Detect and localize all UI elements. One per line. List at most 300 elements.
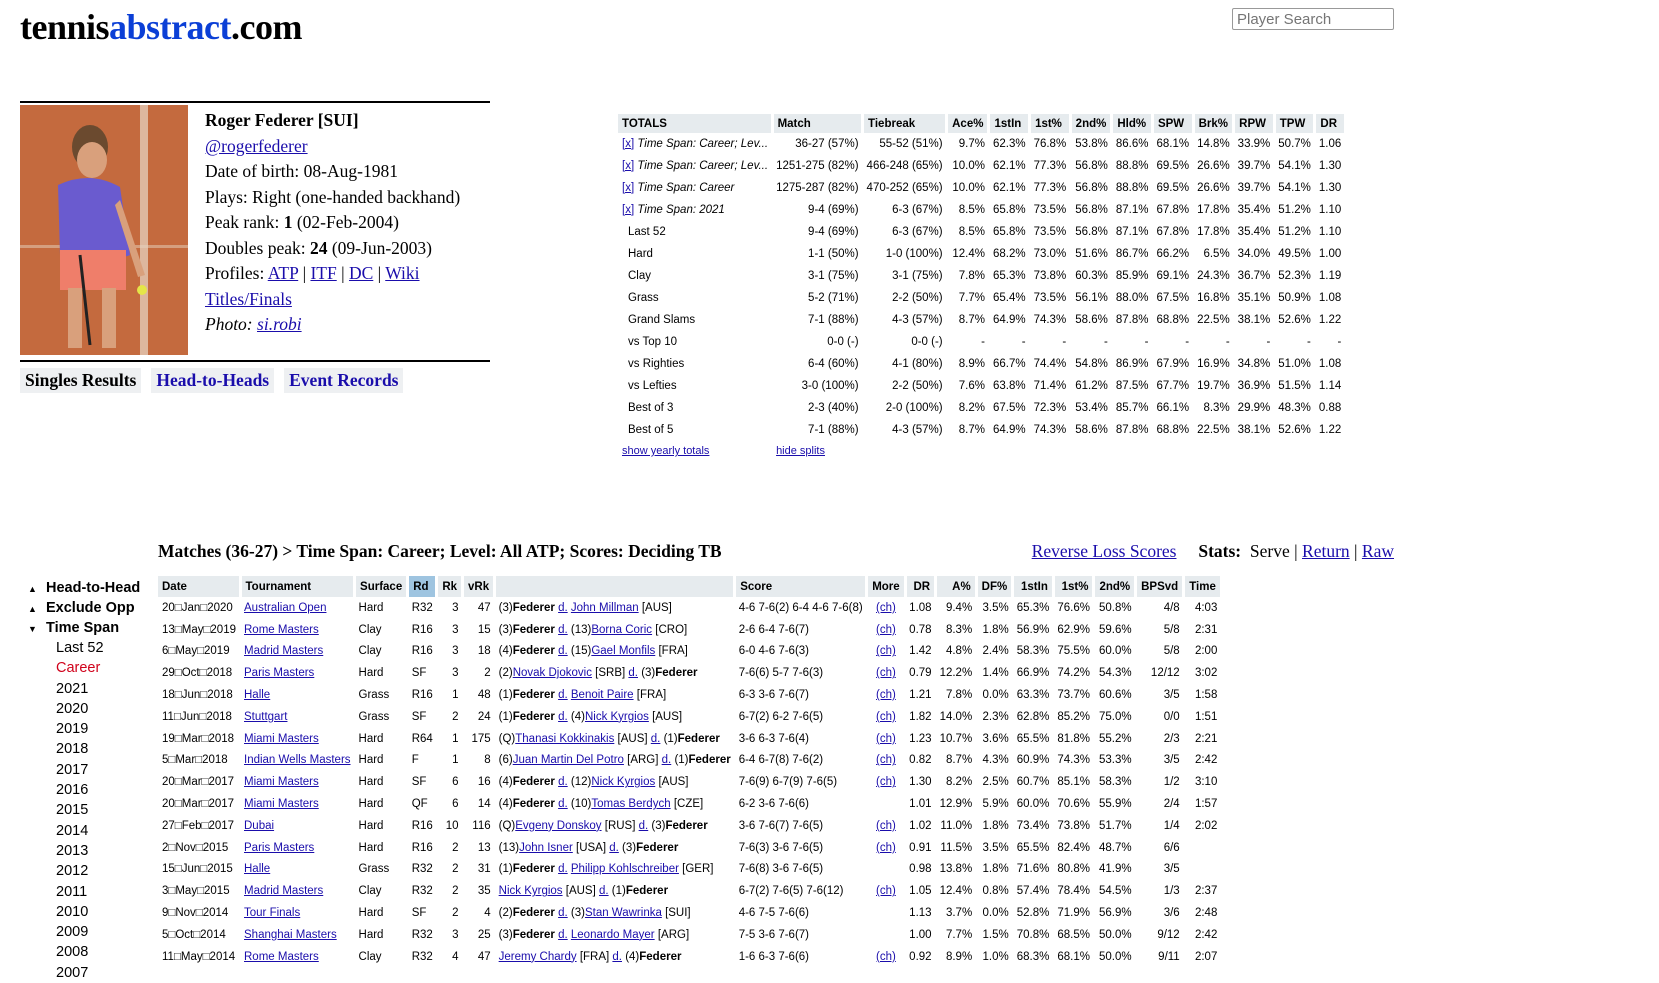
tournament-link[interactable]: Dubai — [244, 819, 275, 832]
match-stat-fi: 71.6% — [1016, 863, 1050, 876]
totals-col-header[interactable]: Match — [772, 114, 862, 133]
totals-cell: 1.22 — [1318, 314, 1342, 326]
reverse-loss-scores-link[interactable]: Reverse Loss Scores — [1031, 541, 1177, 561]
totals-cell: 68.8% — [1156, 424, 1190, 436]
match-stat-f2: 55.9% — [1099, 798, 1132, 811]
charting-link[interactable]: (ch) — [876, 601, 896, 614]
twitter-link[interactable]: @rogerfederer — [205, 135, 308, 156]
match-surface: Hard — [358, 776, 384, 789]
totals-cell: 16.9% — [1197, 358, 1230, 370]
matches-col-header[interactable]: 2nd% — [1094, 576, 1136, 597]
match-tournament-cell — [240, 750, 355, 772]
tournament-link[interactable]: Rome Masters — [244, 950, 319, 963]
player-2[interactable]: John Millman — [570, 601, 639, 614]
defeated-link[interactable]: d. — [628, 667, 638, 680]
match-stat-a: 8.3% — [945, 623, 973, 636]
totals-row-label-cell — [618, 287, 772, 309]
totals-cell: 74.3% — [1033, 314, 1067, 326]
totals-cell: 7.8% — [958, 270, 985, 282]
totals-cell: 87.1% — [1115, 226, 1149, 238]
defeated-link[interactable]: d. — [638, 819, 649, 832]
totals-cell: 6-3 (67%) — [892, 226, 943, 238]
match-stat-tm — [1184, 859, 1222, 881]
totals-col-header[interactable]: Ace% — [947, 114, 989, 133]
photo-credit — [205, 312, 460, 338]
time-span-option[interactable]: 2014 — [56, 822, 89, 839]
match-stat-dr: 1.21 — [909, 689, 932, 702]
player-1[interactable]: John Isner — [519, 841, 573, 854]
defeated-link[interactable]: d. — [650, 732, 661, 745]
defeated-link[interactable]: d. — [558, 689, 568, 702]
totals-row — [618, 309, 1345, 331]
remove-filter-link[interactable]: [x] — [622, 182, 635, 194]
show-yearly-totals-link[interactable]: show yearly totals — [622, 445, 710, 457]
match-stat-dr: 1.08 — [909, 601, 932, 614]
country: [AUS] — [617, 732, 648, 745]
match-tournament-cell — [240, 902, 355, 924]
totals-col-header[interactable]: Brk% — [1193, 114, 1234, 133]
matches-col-header[interactable]: vRk — [463, 576, 495, 597]
match-stat-dr: 0.82 — [909, 754, 932, 767]
player-1: Federer — [512, 907, 555, 920]
totals-cell: - — [1062, 336, 1067, 348]
player-2[interactable]: Leonardo Mayer — [570, 928, 655, 941]
collapse-triangle-icon: ▼ — [28, 624, 37, 634]
charting-link[interactable]: (ch) — [876, 754, 896, 767]
totals-col-header[interactable]: DR — [1315, 114, 1345, 133]
filter-exclude-opp[interactable] — [28, 598, 140, 618]
matches-col-header[interactable]: Surface — [355, 576, 408, 597]
totals-cell: 2-0 (100%) — [885, 402, 943, 414]
match-stat-df: 1.0% — [982, 950, 1009, 963]
player-2[interactable]: Gael Monfils — [591, 645, 656, 658]
player-1[interactable]: Thanasi Kokkinakis — [515, 732, 615, 745]
tournament-link[interactable]: Rome Masters — [244, 623, 319, 636]
charting-link[interactable]: (ch) — [876, 623, 896, 636]
matches-col-header[interactable]: Tournament — [240, 576, 355, 597]
match-stat-dr: 0.91 — [909, 841, 932, 854]
match-row — [158, 771, 1221, 793]
matches-col-header[interactable]: More — [867, 576, 905, 597]
player-2[interactable]: Benoit Paire — [570, 689, 634, 702]
seed: (1) — [498, 863, 513, 876]
totals-cell: 4-3 (57%) — [892, 314, 943, 326]
charting-link[interactable]: (ch) — [876, 689, 896, 702]
tournament-link[interactable]: Australian Open — [244, 601, 327, 614]
match-stat-df: 1.5% — [982, 928, 1009, 941]
match-result — [495, 859, 735, 881]
tournament-link[interactable]: Tour Finals — [244, 907, 301, 920]
defeated-link[interactable]: d. — [599, 885, 609, 898]
totals-cell: 88.8% — [1115, 182, 1149, 194]
charting-link[interactable]: (ch) — [876, 885, 896, 898]
totals-cell: 51.2% — [1278, 226, 1311, 238]
site-logo[interactable] — [20, 6, 302, 48]
tournament-link[interactable]: Miami Masters — [244, 732, 319, 745]
country: [SRB] — [595, 667, 626, 680]
seed: (3) — [498, 601, 513, 614]
filter-head-to-head-label: Head-to-Head — [46, 580, 141, 596]
player-1: Federer — [512, 776, 555, 789]
charting-link[interactable]: (ch) — [876, 950, 896, 963]
country: [FRA] — [636, 689, 667, 702]
player-1[interactable]: Juan Martin Del Potro — [512, 754, 624, 767]
totals-col-header[interactable]: 1stIn — [989, 114, 1030, 133]
time-span-option[interactable]: Career — [56, 660, 101, 677]
tournament-link[interactable]: Madrid Masters — [244, 885, 324, 898]
matches-col-header[interactable] — [495, 576, 735, 597]
tournament-link[interactable]: Shanghai Masters — [244, 928, 337, 941]
match-result — [495, 793, 735, 815]
matches-col-header[interactable]: DR — [905, 576, 935, 597]
totals-cell: - — [1021, 336, 1026, 348]
match-stat-bp: 9/11 — [1158, 950, 1180, 963]
player-2[interactable]: Nick Kyrgios — [591, 776, 656, 789]
totals-row-label: vs Lefties — [628, 380, 677, 392]
seed: (Q) — [498, 732, 516, 745]
match-stat-tm: 2:42 — [1194, 928, 1218, 941]
totals-row — [618, 353, 1345, 375]
match-more-cell — [867, 662, 905, 684]
player-1[interactable]: Novak Djokovic — [512, 667, 592, 680]
time-span-option[interactable]: 2017 — [56, 761, 89, 778]
profile-link-itf[interactable]: ITF — [310, 263, 337, 283]
seed: (13) — [570, 623, 592, 636]
match-stat-f1: 73.8% — [1057, 819, 1090, 832]
totals-row-label-cell — [618, 199, 772, 221]
peak-rank-label: Peak rank: — [205, 212, 284, 232]
match-surface: Hard — [358, 732, 384, 745]
match-surface: Clay — [358, 885, 382, 898]
match-more-cell — [867, 750, 905, 772]
match-stat-dr: 1.01 — [909, 798, 932, 811]
totals-cell: 74.4% — [1033, 358, 1067, 370]
match-stat-tm: 3:10 — [1194, 776, 1218, 789]
player-search-input[interactable] — [1232, 8, 1394, 30]
match-rank: 2 — [452, 863, 459, 876]
time-span-option[interactable]: 2009 — [56, 924, 89, 941]
match-opp-rank: 175 — [471, 732, 491, 745]
totals-row-label-cell — [618, 353, 772, 375]
match-score: 7-6(8) 3-6 7-6(5) — [738, 863, 824, 876]
match-surface: Hard — [358, 601, 384, 614]
match-round: R16 — [411, 623, 433, 636]
match-rank: 1 — [452, 732, 459, 745]
match-opp-rank: 2 — [484, 667, 491, 680]
match-surface: Clay — [358, 623, 382, 636]
totals-cell: 87.1% — [1115, 204, 1149, 216]
match-stat-a: 8.9% — [945, 950, 973, 963]
totals-cell: 69.5% — [1156, 160, 1190, 172]
match-score: 3-6 7-6(7) 7-6(5) — [738, 819, 824, 832]
match-score: 6-0 4-6 7-6(3) — [738, 645, 809, 658]
match-stat-f2: 75.0% — [1099, 710, 1132, 723]
hide-splits-link[interactable]: hide splits — [776, 445, 825, 457]
totals-cell: 65.8% — [992, 226, 1026, 238]
match-round: R32 — [411, 950, 433, 963]
tab-event-records[interactable]: Event Records — [284, 368, 403, 393]
totals-cell: 16.8% — [1197, 292, 1230, 304]
totals-cell: 67.8% — [1156, 226, 1190, 238]
match-surface: Grass — [358, 710, 390, 723]
totals-col-header[interactable]: Tiebreak — [863, 114, 947, 133]
remove-filter-link[interactable]: [x] — [622, 160, 635, 172]
match-tournament-cell — [240, 771, 355, 793]
totals-cell: 470-252 (65%) — [866, 182, 943, 194]
profile-link-wiki[interactable]: Wiki — [385, 263, 420, 283]
charting-link[interactable]: (ch) — [876, 732, 896, 745]
totals-cell: 87.5% — [1115, 380, 1149, 392]
tournament-link[interactable]: Indian Wells Masters — [244, 754, 351, 767]
defeated-link[interactable]: d. — [558, 710, 568, 723]
remove-filter-link[interactable]: [x] — [622, 138, 635, 150]
defeated-link[interactable]: d. — [558, 907, 568, 920]
time-span-option[interactable]: 2010 — [56, 903, 89, 920]
match-result — [495, 815, 735, 837]
matches-col-header[interactable]: Date — [158, 576, 240, 597]
match-score: 6-2 3-6 7-6(6) — [738, 798, 809, 811]
player-1[interactable]: Jeremy Chardy — [498, 950, 577, 963]
time-span-option[interactable]: 2013 — [56, 842, 89, 859]
totals-row-label-cell — [618, 221, 772, 243]
match-round: SF — [411, 710, 427, 723]
player-1[interactable]: Evgeny Donskoy — [515, 819, 602, 832]
player-2[interactable]: Stan Wawrinka — [584, 907, 662, 920]
match-stat-df: 1.4% — [982, 667, 1009, 680]
totals-row-label: Last 52 — [628, 226, 666, 238]
totals-row-label: vs Top 10 — [628, 336, 678, 348]
charting-link[interactable]: (ch) — [876, 667, 896, 680]
match-row — [158, 750, 1221, 772]
totals-cell: 1.19 — [1318, 270, 1342, 282]
tournament-link[interactable]: Madrid Masters — [244, 645, 324, 658]
time-span-option[interactable]: 2016 — [56, 782, 89, 799]
filter-time-span[interactable] — [28, 618, 140, 638]
time-span-option[interactable]: 2018 — [56, 741, 89, 758]
match-stat-fi: 57.4% — [1016, 885, 1050, 898]
filter-time-span-label: Time Span — [46, 620, 120, 636]
seed: (4) — [625, 950, 640, 963]
tournament-link[interactable]: Halle — [244, 689, 271, 702]
stats-return-link[interactable]: Return — [1302, 541, 1350, 561]
totals-cell: 51.5% — [1278, 380, 1311, 392]
totals-cell: 51.2% — [1278, 204, 1311, 216]
charting-link[interactable]: (ch) — [876, 710, 896, 723]
charting-link[interactable]: (ch) — [876, 776, 896, 789]
totals-col-header[interactable]: RPW — [1234, 114, 1275, 133]
totals-col-header[interactable]: 2nd% — [1070, 114, 1112, 133]
matches-col-header[interactable]: DF% — [976, 576, 1013, 597]
time-span-option[interactable]: 2012 — [56, 863, 89, 880]
seed: (2) — [498, 667, 513, 680]
tournament-link[interactable]: Miami Masters — [244, 776, 319, 789]
match-more-cell — [867, 880, 905, 902]
match-score: 7-6(9) 6-7(9) 7-6(5) — [738, 776, 838, 789]
totals-header-row — [618, 114, 1345, 133]
match-stat-f2: 48.7% — [1099, 841, 1132, 854]
match-stat-f1: 68.1% — [1057, 950, 1090, 963]
charting-link[interactable]: (ch) — [876, 819, 896, 832]
time-span-option[interactable]: 2007 — [56, 964, 89, 981]
time-span-option[interactable]: Last 52 — [56, 640, 104, 656]
match-rank: 6 — [452, 798, 459, 811]
player-2: Federer — [636, 841, 679, 854]
defeated-link[interactable]: d. — [558, 623, 568, 636]
totals-cell: 34.8% — [1237, 358, 1271, 370]
time-span-option[interactable]: 2015 — [56, 802, 89, 819]
match-stat-df: 0.0% — [982, 689, 1009, 702]
time-span-option[interactable]: 2020 — [56, 700, 89, 717]
totals-cell: 68.1% — [1156, 138, 1190, 150]
profile-link-atp[interactable]: ATP — [267, 263, 299, 283]
filter-head-to-head[interactable] — [28, 578, 140, 598]
totals-cell: 65.8% — [992, 204, 1026, 216]
time-span-option[interactable]: 2021 — [56, 680, 89, 697]
matches-col-header[interactable]: Rk — [437, 576, 463, 597]
totals-row — [618, 155, 1345, 177]
photo-credit-link[interactable]: si.robi — [257, 314, 302, 334]
time-span-options — [28, 638, 140, 983]
defeated-link[interactable]: d. — [558, 601, 568, 614]
match-round: R16 — [411, 689, 433, 702]
matches-col-header[interactable]: Time — [1184, 576, 1222, 597]
totals-cell: 0.88 — [1318, 402, 1342, 414]
defeated-link[interactable]: d. — [558, 798, 568, 811]
player-bio — [20, 101, 490, 362]
totals-col-header[interactable]: 1st% — [1030, 114, 1071, 133]
player-2[interactable]: Philipp Kohlschreiber — [570, 863, 679, 876]
time-span-option[interactable]: 2011 — [56, 883, 88, 900]
match-date: 29□Oct□2018 — [162, 667, 233, 680]
match-rank: 6 — [452, 776, 459, 789]
match-score: 7-6(6) 5-7 7-6(3) — [738, 667, 824, 680]
match-stat-fi: 60.7% — [1016, 776, 1050, 789]
matches-col-header[interactable]: BPSvd — [1136, 576, 1184, 597]
player-1[interactable]: Nick Kyrgios — [498, 885, 563, 898]
tournament-link[interactable]: Stuttgart — [244, 710, 288, 723]
photo-credit-label: Photo: — [205, 314, 258, 334]
defeated-link[interactable]: d. — [612, 950, 622, 963]
totals-cell: 7-1 (88%) — [808, 314, 859, 326]
totals-cell: 1251-275 (82%) — [776, 160, 859, 172]
bio-text — [205, 108, 460, 338]
match-stat-a: 3.7% — [945, 907, 973, 920]
tournament-link[interactable]: Paris Masters — [244, 841, 315, 854]
totals-row-label-cell — [618, 397, 772, 419]
time-span-option[interactable]: 2008 — [56, 944, 89, 961]
match-stat-f2: 60.6% — [1099, 689, 1132, 702]
totals-cell: 5-2 (71%) — [808, 292, 859, 304]
match-surface: Hard — [358, 667, 384, 680]
player-2[interactable]: Borna Coric — [591, 623, 653, 636]
player-2[interactable]: Tomas Berdych — [591, 798, 671, 811]
tab-singles-results[interactable]: Singles Results — [20, 368, 141, 393]
totals-cell: 9-4 (69%) — [808, 226, 859, 238]
tournament-link[interactable]: Halle — [244, 863, 271, 876]
totals-cell: 73.5% — [1033, 226, 1067, 238]
player-name: Roger Federer [SUI] — [205, 110, 359, 130]
totals-col-header[interactable]: TPW — [1274, 114, 1315, 133]
totals-cell: 58.6% — [1075, 314, 1108, 326]
match-round: R64 — [411, 732, 433, 745]
profile-link-dc[interactable]: DC — [348, 263, 374, 283]
seed: (3) — [651, 819, 666, 832]
filter-sidebar — [28, 578, 140, 983]
matches-col-header[interactable]: 1stIn — [1013, 576, 1054, 597]
totals-cell: 66.7% — [992, 358, 1026, 370]
totals-cell: 56.8% — [1075, 204, 1108, 216]
matches-col-header[interactable]: Rd — [408, 576, 437, 597]
match-rank: 3 — [452, 645, 459, 658]
defeated-link[interactable]: d. — [558, 863, 568, 876]
seed: (1) — [498, 710, 513, 723]
match-stat-f1: 85.1% — [1057, 776, 1090, 789]
tab-head-to-heads[interactable]: Head-to-Heads — [151, 368, 274, 393]
defeated-link[interactable]: d. — [609, 841, 619, 854]
matches-col-header[interactable]: Score — [735, 576, 867, 597]
remove-filter-link[interactable]: [x] — [622, 204, 635, 216]
defeated-link[interactable]: d. — [661, 754, 672, 767]
totals-col-header[interactable]: SPW — [1152, 114, 1193, 133]
totals-links-row — [618, 441, 1345, 461]
defeated-link[interactable]: d. — [558, 928, 568, 941]
time-span-option[interactable]: 2019 — [56, 721, 89, 738]
totals-cell: 1.08 — [1318, 292, 1342, 304]
match-stat-dr: 0.92 — [909, 950, 932, 963]
match-stat-bp: 1/4 — [1163, 819, 1180, 832]
tournament-link[interactable]: Miami Masters — [244, 798, 319, 811]
charting-link[interactable]: (ch) — [876, 645, 896, 658]
totals-cell: 8.5% — [958, 226, 985, 238]
match-stat-tm: 1:58 — [1194, 689, 1218, 702]
match-stat-tm: 1:57 — [1194, 798, 1218, 811]
match-row — [158, 706, 1221, 728]
player-2[interactable]: Nick Kyrgios — [584, 710, 649, 723]
player-1: Federer — [512, 645, 555, 658]
seed: (2) — [498, 907, 513, 920]
totals-cell: 36-27 (57%) — [795, 138, 859, 150]
matches-col-header[interactable]: A% — [936, 576, 977, 597]
show-yearly-cell — [618, 441, 772, 461]
defeated-link[interactable]: d. — [558, 776, 568, 789]
match-stat-dr: 1.13 — [909, 907, 932, 920]
match-round: SF — [411, 907, 427, 920]
totals-cell: 1.30 — [1318, 182, 1342, 194]
match-stat-tm: 2:00 — [1194, 645, 1218, 658]
country: [CZE] — [673, 798, 704, 811]
stats-serve: Serve — [1249, 541, 1290, 561]
totals-cell: 36.9% — [1237, 380, 1271, 392]
tournament-link[interactable]: Paris Masters — [244, 667, 315, 680]
totals-cell: 35.4% — [1237, 204, 1271, 216]
totals-cell: 62.3% — [992, 138, 1026, 150]
stats-raw-link[interactable]: Raw — [1361, 541, 1394, 561]
totals-col-header[interactable]: Hld% — [1112, 114, 1153, 133]
seed: (3) — [498, 623, 513, 636]
totals-cell: 8.7% — [958, 424, 985, 436]
defeated-link[interactable]: d. — [558, 645, 568, 658]
match-stat-tm: 2:21 — [1194, 732, 1218, 745]
match-round: QF — [411, 798, 428, 811]
charting-link[interactable]: (ch) — [876, 841, 896, 854]
match-stat-dr: 1.00 — [909, 928, 932, 941]
plays: Plays: Right (one-handed backhand) — [205, 186, 461, 207]
totals-cell: 56.1% — [1075, 292, 1108, 304]
titles-finals-link[interactable]: Titles/Finals — [205, 288, 292, 309]
totals-cell: 85.9% — [1115, 270, 1149, 282]
matches-col-header[interactable]: 1st% — [1053, 576, 1094, 597]
totals-col-header[interactable]: TOTALS — [618, 114, 772, 133]
